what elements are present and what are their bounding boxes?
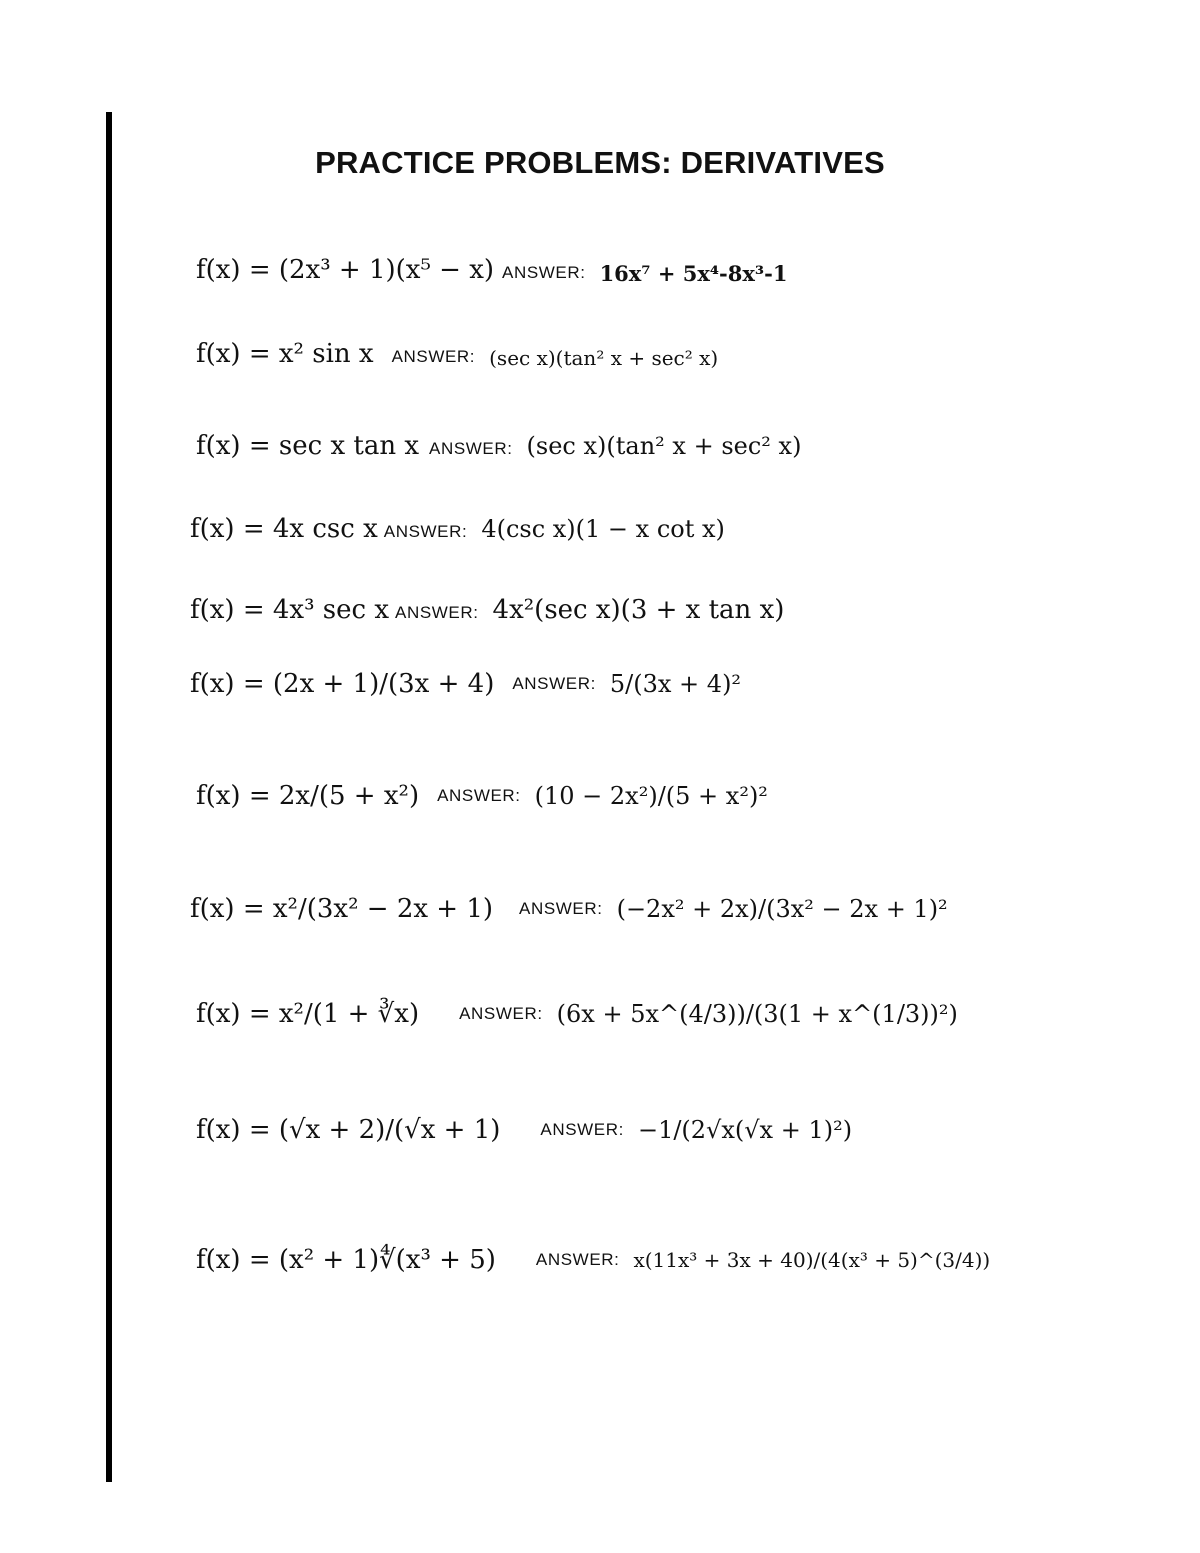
problem-function: f(x) = 4x csc x [190,514,378,544]
problem-9 [196,1000,958,1029]
page-title: PRACTICE PROBLEMS: DERIVATIVES [315,145,885,180]
problem-2 [196,340,718,369]
problem-8 [190,895,948,924]
answer-expression: (sec x)(tan² x + sec² x) [526,432,802,461]
answer-label: ANSWER: [502,262,586,282]
problem-4 [190,515,725,544]
problem-function: f(x) = x²/(3x² − 2x + 1) [190,894,494,924]
answer-expression: −1/(2√x(√x + 1)²) [637,1116,853,1145]
answer-expression: 4(csc x)(1 − x cot x) [481,515,725,544]
problem-11 [196,1246,990,1275]
answer-expression: (sec x)(tan² x + sec² x) [489,345,719,370]
answer-label: ANSWER: [540,1120,624,1140]
problem-function: f(x) = (√x + 2)/(√x + 1) [196,1115,501,1145]
answer-label: ANSWER: [391,346,476,366]
problem-7 [196,782,768,811]
problem-function: f(x) = (x² + 1)∜(x³ + 5) [196,1245,496,1275]
answer-label: ANSWER: [519,899,603,919]
problem-function: f(x) = x²/(1 + ∛x) [196,999,420,1029]
answer-expression: 4x²(sec x)(3 + x tan x) [492,595,785,625]
problem-6 [190,670,741,699]
answer-label: ANSWER: [395,602,479,622]
answer-expression: (6x + 5x^(4/3))/(3(1 + x^(1/3))²) [556,1000,958,1029]
answer-label: ANSWER: [437,786,521,806]
answer-expression: (10 − 2x²)/(5 + x²)² [534,782,768,811]
problem-function: f(x) = sec x tan x [196,431,419,461]
answer-expression: x(11x³ + 3x + 40)/(4(x³ + 5)^(3/4)) [633,1248,991,1273]
answer-label: ANSWER: [459,1004,543,1024]
answer-expression: 16x⁷ + 5x⁴-8x³-1 [599,260,788,286]
left-margin-rule [106,112,112,1482]
problem-1 [196,256,787,285]
problem-function: f(x) = 2x/(5 + x²) [196,781,420,811]
problem-function: f(x) = x² sin x [196,339,374,369]
answer-label: ANSWER: [429,438,513,458]
problem-3 [196,432,801,461]
problem-function: f(x) = 4x³ sec x [190,595,389,625]
answer-expression: (−2x² + 2x)/(3x² − 2x + 1)² [616,895,948,924]
answer-label: ANSWER: [383,521,468,541]
problem-function: f(x) = (2x³ + 1)(x⁵ − x) [196,255,495,285]
answer-expression: 5/(3x + 4)² [609,670,742,699]
answer-label: ANSWER: [512,674,596,694]
answer-label: ANSWER: [535,1250,620,1270]
problem-10 [196,1116,852,1145]
problem-function: f(x) = (2x + 1)/(3x + 4) [190,669,495,699]
problem-5 [190,596,784,625]
